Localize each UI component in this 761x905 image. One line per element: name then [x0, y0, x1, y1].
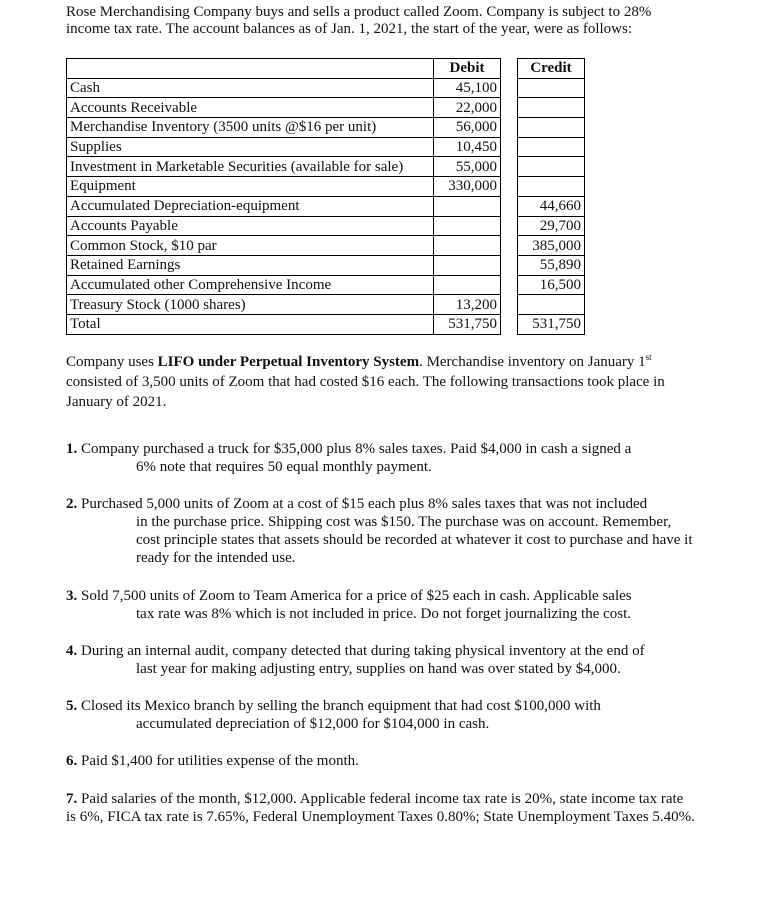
debit-value: 330,000 — [434, 177, 501, 197]
debit-value — [434, 196, 501, 216]
account-name: Equipment — [67, 177, 434, 197]
transaction-1: 1. Company purchased a truck for $35,000 plus 8% sales taxes. Paid $4,000 in cash a signed a 6% note that requires 50 equal monthly payment. — [66, 440, 696, 476]
transaction-5: 5. Closed its Mexico branch by selling the branch equipment that had cost $100,000 with accumulated depreciation of $12,000 for $104,000 in cash. — [66, 697, 696, 733]
debit-value: 45,100 — [434, 78, 501, 98]
transaction-continuation: tax rate was 8% which is not included in price. Do not forget journalizing the cost. — [136, 606, 632, 622]
table-row — [67, 98, 585, 118]
table-row — [67, 78, 585, 98]
debit-total: 531,750 — [434, 314, 501, 334]
account-name: Total — [67, 314, 434, 334]
transaction-number: 1. — [66, 441, 78, 457]
table-row — [67, 196, 585, 216]
debit-value — [434, 255, 501, 275]
transaction-7: 7. Paid salaries of the month, $12,000. Applicable federal income tax rate is 20%, state income tax rate is 6%, FICA tax rate is 7.65%, Federal Unemployment Taxes 0.80%; State Unemployment Taxes 5.40%. — [66, 791, 695, 825]
transaction-number: 4. — [66, 643, 78, 659]
account-name: Accumulated other Comprehensive Income — [67, 275, 434, 295]
account-name: Investment in Marketable Securities (available for sale) — [67, 157, 434, 177]
account-name: Accumulated Depreciation-equipment — [67, 196, 434, 216]
debit-value: 56,000 — [434, 118, 501, 138]
table-total-row — [67, 314, 585, 334]
account-name: Accounts Receivable — [67, 98, 434, 118]
table-row — [67, 137, 585, 157]
transaction-6: 6. Paid $1,400 for utilities expense of the month. — [66, 753, 359, 769]
account-name: Merchandise Inventory (3500 units @$16 per unit) — [67, 118, 434, 138]
credit-value: 29,700 — [518, 216, 585, 236]
transaction-2: 2. Purchased 5,000 units of Zoom at a cost of $15 each plus 8% sales taxes that was not included in the purchase price. Shipping cost was $150. The purchase was on account. Remember, cost principle states that assets should be recorded at whatever it cost to purchase and have it ready for the intended use. — [66, 495, 696, 567]
transaction-continuation: accumulated depreciation of $12,000 for $104,000 in cash. — [136, 716, 490, 732]
account-name: Cash — [67, 78, 434, 98]
account-header-cell — [67, 59, 434, 79]
table-row — [67, 275, 585, 295]
transaction-4: 4. During an internal audit, company detected that during taking physical inventory at the end of last year for making adjusting entry, supplies on hand was over stated by $4,000. — [66, 642, 696, 678]
debit-value — [434, 216, 501, 236]
transaction-continuation: last year for making adjusting entry, supplies on hand was over stated by $4,000. — [136, 661, 621, 677]
debit-value: 13,200 — [434, 295, 501, 315]
transaction-3: 3. Sold 7,500 units of Zoom to Team America for a price of $25 each in cash. Applicable sales tax rate was 8% which is not included in price. Do not forget journalizing the cost. — [66, 587, 696, 623]
transaction-number: 7. — [66, 791, 78, 807]
transaction-number: 3. — [66, 588, 78, 604]
intro-paragraph: Rose Merchandising Company buys and sells a product called Zoom. Company is subject to 28% income tax rate. The account balances as of Jan. 1, 2021, the start of the year, were as follows: — [66, 4, 652, 37]
credit-value: 16,500 — [518, 275, 585, 295]
table-row — [67, 236, 585, 256]
credit-value — [518, 137, 585, 157]
credit-value: 44,660 — [518, 196, 585, 216]
transaction-continuation: in the purchase price. Shipping cost was $150. The purchase was on account. Remember, cost principle states that assets should be recorded at whatever it cost to purchase and have it ready for the intended use. — [136, 514, 693, 566]
table-row — [67, 255, 585, 275]
method-bold-text: LIFO under Perpetual Inventory System — [157, 354, 420, 370]
account-balances-table — [66, 58, 585, 335]
credit-value — [518, 118, 585, 138]
table-header-row — [67, 59, 585, 79]
transaction-continuation: 6% note that requires 50 equal monthly payment. — [136, 459, 432, 475]
credit-header: Credit — [518, 59, 585, 79]
debit-value — [434, 236, 501, 256]
credit-value — [518, 295, 585, 315]
table-row — [67, 177, 585, 197]
table-row — [67, 157, 585, 177]
account-name: Supplies — [67, 137, 434, 157]
transaction-number: 6. — [66, 753, 78, 769]
debit-header: Debit — [434, 59, 501, 79]
credit-value — [518, 98, 585, 118]
table-row — [67, 118, 585, 138]
account-name: Accounts Payable — [67, 216, 434, 236]
credit-value: 385,000 — [518, 236, 585, 256]
transaction-number: 2. — [66, 496, 78, 512]
account-name: Common Stock, $10 par — [67, 236, 434, 256]
credit-value — [518, 157, 585, 177]
table-row — [67, 216, 585, 236]
credit-value — [518, 78, 585, 98]
debit-value: 10,450 — [434, 137, 501, 157]
debit-value: 55,000 — [434, 157, 501, 177]
table-row — [67, 295, 585, 315]
method-paragraph: Company uses LIFO under Perpetual Inventory System. Merchandise inventory on January 1st consisted of 3,500 units of Zoom that had costed $16 each. The following transactions took place in January of 2021. — [66, 352, 665, 410]
account-name: Retained Earnings — [67, 255, 434, 275]
debit-value — [434, 275, 501, 295]
credit-total: 531,750 — [518, 314, 585, 334]
account-name: Treasury Stock (1000 shares) — [67, 295, 434, 315]
transaction-number: 5. — [66, 698, 78, 714]
credit-value: 55,890 — [518, 255, 585, 275]
credit-value — [518, 177, 585, 197]
debit-value: 22,000 — [434, 98, 501, 118]
